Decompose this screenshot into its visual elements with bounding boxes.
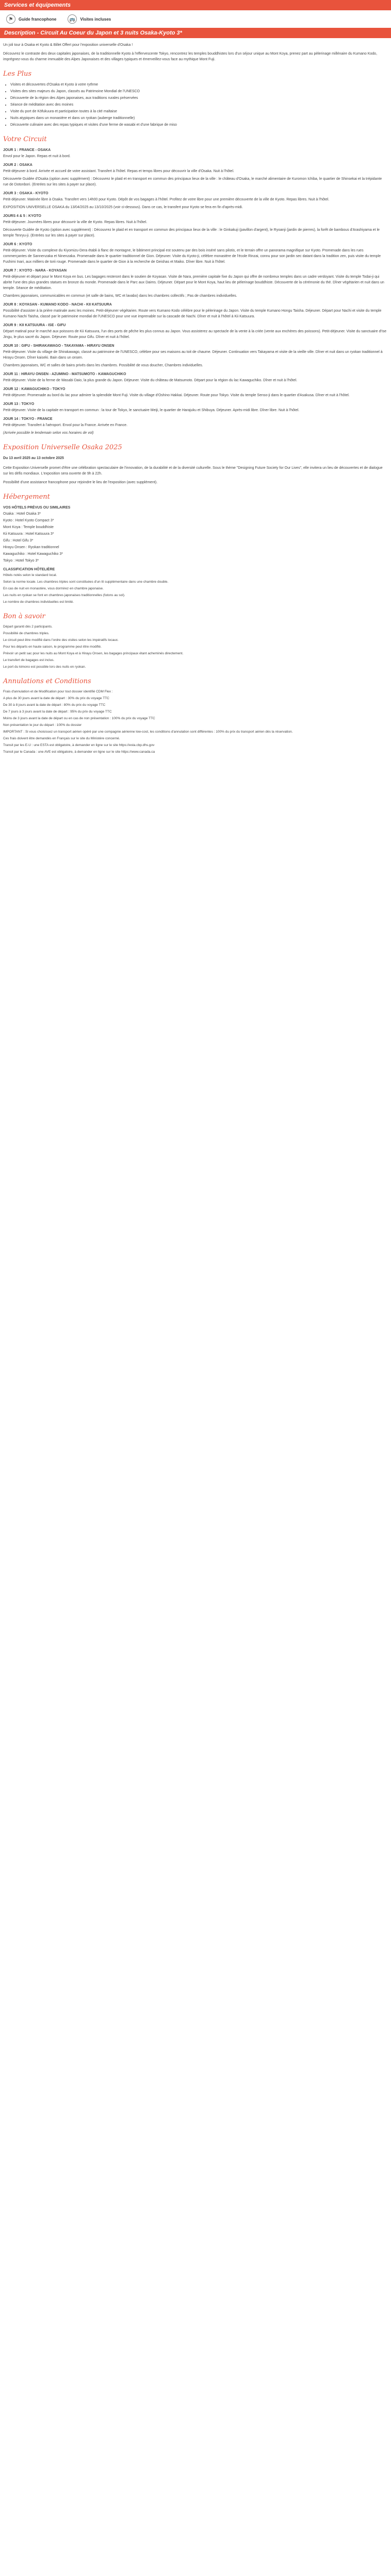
banner-label: Services et équipements <box>4 2 71 8</box>
classif-title: CLASSIFICATION HÔTELIÈRE <box>3 568 55 571</box>
day-title: JOURS 4 & 5 : KYOTO <box>3 214 41 218</box>
note: Hôtels notés selon le standard local. <box>3 573 57 577</box>
day-body: Découverte Guidée de Kyoto (option avec supplément) : Découvrez le plaid et en transport en commun des principaux lieux de la ville : le Ginkakuji (pavillon d'argent), le Ryoanji (jardin de pierres), la forêt de bambous d'Arashiyama et le temple Tenryu-ji. (Entrées sur les sites à payer sur place). <box>3 228 380 238</box>
day-body: Petit-déjeuner. Transfert à l'aéroport. Envol pour la France. Arrivée en France. <box>3 423 128 427</box>
day-body: Chambres japonaises, WC et salles de bains privés dans les chambres. Possibilité de vous doucher, Chambres individuelles. <box>3 364 203 367</box>
plus-list <box>3 82 388 128</box>
day-body: Départ matinal pour le marché aux poissons de Kii Katsuura, l'un des ports de pêche les plus connus au Japon. Vous assisterez au spectacle de la vente à la criée (vente aux enchères des poissons). Petit-déjeuner. Visite du sanctuaire d'Ise Jingu, le plus sacré du Japon. Déjeuner. Route pour Gifu. Dîner et nuit à l'hôtel. <box>3 330 387 339</box>
title-banner <box>0 28 391 38</box>
circuit-days <box>3 147 388 436</box>
note: Prévoir un petit sac pour les nuits au Mont Koya et à Hirayu Onsen, les bagages principaux étant acheminés directement. <box>3 652 184 655</box>
list-item: • Découverte culinaire avec des repas typiques et visites d'une ferme de wasabi et d'une fabrique de miso <box>10 122 388 128</box>
day-body: Petit-déjeuner. Visite du complexe du Kiyomizu-Dera établi à flanc de montagne, le bâtiment principal est soutenu par des bois inséré sans pilotis, et le terrain offre un panorama magnifique sur Kyoto. Promenade dans les rues commerçantes de Sannenzaka et Ninenzaka. Promenade dans le quartier traditionnel de Gion. Déjeuner. Visite du Kyoto-ji, célèbre monastère de l'école Rinzai, connu pour son jardin sec datant dans la tradition zen, puis visite du temple Fushimi Inari, aux milliers de torii rouge. Promenade dans le quartier de Gion à la recherche de Geishas et Maiko. Dîner libre. Nuit à l'hôtel. <box>3 249 381 264</box>
day-body: Petit-déjeuner et départ pour le Mont Koya en bus. Les bagages resteront dans le soutien de Koyasan. Visite de Nara, première capitale fixe du Japon qui offre de nombreux temples dans un cadre verdoyant. Visite du temple Todai-ji qui abrite l'une des plus grandes statues en bronze du monde. Promenade dans le Parc aux Daims. Déjeuner. Départ pour le Mont Koya, haut lieu de pèlerinage bouddhiste. Découverte de la cérémonie du thé. Dîner végétarien et nuit dans un temple. Séance de méditation. <box>3 275 384 290</box>
day-title: JOUR 11 : HIRAYU ONSEN - AZUMINO - MATSUMOTO - KAWAGUCHIKO <box>3 372 126 376</box>
note: A plus de 30 jours avant la date de départ : 30% du prix du voyage TTC <box>3 697 109 700</box>
hotels-subheading: VOS HÔTELS PRÉVUS OU SIMILAIRES <box>3 506 71 510</box>
annul-note: Non présentation le jour du départ : 100% du dossier <box>3 723 82 727</box>
day-title: JOUR 10 : GIFU - SHIRAKAWAGO - TAKAYAMA - HIRAYU ONSEN <box>3 344 115 348</box>
day-title: JOUR 9 : KII KATSUURA - ISE - GIFU <box>3 324 66 327</box>
day-body: EXPOSITION UNIVERSELLE OSAKA du 13/04/2025 au 13/10/2025 (voir ci-dessous). Dans ce cas, le transfert pour Kyoto se fera en fin d'après-midi. <box>3 206 243 209</box>
expo-body: Possibilité d'une assistance francophone pour rejoindre le lieu de l'exposition (avec supplément). <box>3 481 158 484</box>
note: Moins de 3 jours avant la date de départ ou en cas de non présentation : 100% du prix du voyage TTC <box>3 717 155 720</box>
link-text[interactable]: Transit par les E-U : une ESTA est obligatoire, à demander en ligne sur le site https://esta.cbp.dhs.gov <box>3 743 155 747</box>
expo-dates: Du 13 avril 2025 au 13 octobre 2025 <box>3 456 64 460</box>
day-body: Petit-déjeuner. Promenade au bord du lac pour admirer la splendide Mont Fuji. Visite du village d'Oshino Hakkai. Déjeuner. Route pour Tokyo. Visite du temple Senso-ji dans le quartier d'Asakusa. Dîner et nuit à l'hôtel. <box>3 394 350 397</box>
list-item: Kawaguchiko : Hotel Kawaguchiko 3* <box>3 552 63 556</box>
hebergement-heading: Hébergement <box>3 493 50 501</box>
note: Le circuit peut être modifié dans l'ordre des visites selon les impératifs locaux. <box>3 638 119 642</box>
note: En cas de nuit en monastère, vous dormirez en chambre japonaise. <box>3 587 104 590</box>
day-title: JOUR 6 : KYOTO <box>3 243 32 246</box>
annul-extra: Ces frais doivent être demandés en Français sur le site du Ministère concerné. <box>3 737 120 740</box>
service-visits <box>68 14 111 24</box>
list-item: Mont Koya : Temple bouddhiste <box>3 526 54 529</box>
intro-line: Un joli tour à Osaka et Kyoto & Billet Offert pour l'exposition universelle d'Osaka ! <box>3 43 133 47</box>
list-item: • Visite du port de Kōfukuura et participation toutes à la cité maltaise <box>10 109 388 114</box>
bus-icon: 🚌 <box>68 14 77 24</box>
list-item: • Découverte de la région des Alpes japonaises, aux traditions rurales préservées <box>10 95 388 101</box>
list-item: Hirayu Onsen : Ryokan traditionnel <box>3 546 59 549</box>
list-item: • Visites et découvertes d'Osaka et Kyoto à votre rythme <box>10 82 388 88</box>
note: Selon la norme locale. Les chambres triples sont constituées d'un lit supplémentaire dans une chambre double. <box>3 580 169 584</box>
list-item: Gifu : Hotel Gifu 3* <box>3 539 34 543</box>
intro-paragraph: Découvrez le contraste des deux capitales japonaises, de la traditionnelle Kyoto à l'effervescente Tokyo, rencontrez les temples bouddhistes lors d'un séjour unique au Mont Koya, prenez part au pèlerinage millénaire du Kumano Kodo, imprégnez-vous du charme immuable des Alpes Japonaises et des villages typiques et émerveillez-vous face au mythique Mont Fuji. <box>3 52 378 61</box>
section-banner <box>0 0 391 10</box>
expo-heading: Exposition Universelle Osaka 2025 <box>3 444 122 451</box>
note: Le transfert de bagages est inclus. <box>3 658 55 662</box>
day-body: Envol pour le Japon. Repas et nuit à bord. <box>3 155 71 158</box>
list-item: Tokyo : Hotel Tokyo 3* <box>3 559 39 563</box>
note: Possibilité de chambres triples. <box>3 632 50 635</box>
content <box>0 38 391 760</box>
list-item: Osaka : Hotel Osaka 3* <box>3 512 41 516</box>
day-title: JOUR 12 : KAWAGUCHIKO - TOKYO <box>3 387 66 391</box>
circuit-footer: (Arrivée possible le lendemain selon vos horaires de vol) <box>3 431 94 435</box>
expo-body: Cette Exposition Universelle promet d'être une célébration spectaculaire de l'innovation, de la durabilité et de la diversité culturelle. Sous le thème "Designing Future Society for Our Lives", elle invitera un lieu de découvertes et de dialogue sur les défis mondiaux. L'exposition sera ouverte de 9h à 22h. <box>3 466 383 476</box>
link-text[interactable]: Transit par le Canada : une AVE est obligatoire, à demander en ligne sur le site https://www.canada.ca <box>3 750 155 754</box>
day-title: JOUR 7 : KYOTO - NARA - KOYASAN <box>3 269 67 273</box>
list-item: • Nuits atypiques dans un monastère et dans un ryokan (auberge traditionnelle) <box>10 115 388 121</box>
day-title: JOUR 13 : TOKYO <box>3 402 35 406</box>
list-item: • Séance de méditation avec des moines <box>10 102 388 108</box>
day-body: Petit-déjeuner à bord. Arrivée et accueil de votre assistant. Transfert à l'hôtel. Repas et temps libres pour découvrir la ville d'Osaka. Nuit à l'hôtel. <box>3 170 234 173</box>
day-body: Petit-déjeuner. Journées libres pour découvrir la ville de Kyoto. Repas libres. Nuit à l'hôtel. <box>3 221 148 224</box>
page <box>0 0 391 760</box>
service-guide <box>6 14 56 24</box>
hotels-list <box>3 511 388 564</box>
day-title: JOUR 8 : KOYASAN - KUMANO KODO - NACHI - KII KATSUURA <box>3 303 112 307</box>
annul-heading: Annulations et Conditions <box>3 677 91 685</box>
note: Départ garanti dès 2 participants. <box>3 625 53 629</box>
flag-icon: ⚑ <box>6 14 15 24</box>
plus-heading: Les Plus <box>3 70 32 78</box>
note: Les nuits en ryokan se font en chambres japonaises traditionnelles (futons au sol). <box>3 594 125 597</box>
day-title: JOUR 3 : OSAKA - KYOTO <box>3 192 48 195</box>
list-item: Kii Katsuura : Hotel Katsuura 3* <box>3 532 54 536</box>
day-body: Petit-déjeuner. Visite du village de Shirakawago, classé au patrimoine de l'UNESCO, célèbre pour ses maisons au toit de chaume. Déjeuner. Continuation vers Takayama et visite de la vieille ville. Dîner et nuit dans un ryokan traditionnel à Hirayu Onsen. Dîner kaiseki. Bain dans un onsen. <box>3 350 383 360</box>
day-title: JOUR 1 : FRANCE - OSAKA <box>3 148 51 152</box>
day-body: Possibilité d'assister à la prière matinale avec les moines. Petit-déjeuner végétarien. Route vers Kumano Kodo célèbre pour le pèlerinage du Japon. Visite du temple Kumano Hongu Taisha. Déjeuner. Départ pour Nachi et visite du temple Kumano Nachi Taisha, classé par le patrimoine mondial de l'UNESCO pour une vue imprenable sur la cascade de Nachi. Dîner et nuit à l'hôtel à Kii Katsuura. <box>3 309 382 318</box>
service-visits-label: Visites incluses <box>80 16 111 22</box>
bon-heading: Bon à savoir <box>3 613 45 620</box>
note: De 7 jours à 3 jours avant la date de départ : 95% du prix du voyage TTC <box>3 710 112 714</box>
circuit-heading: Votre Circuit <box>3 135 47 143</box>
page-title: Description - Circuit Au Coeur du Japon et 3 nuits Osaka-Kyoto 3* <box>4 30 182 36</box>
day-body: Petit-déjeuner. Matinée libre à Osaka. Transfert vers 14h00 pour Kyoto. Dépôt de vos bagages à l'hôtel. Profitez de votre libre pour une première découverte de la ville de Kyoto. Repas libres. Nuit à l'hôtel. <box>3 198 330 201</box>
note: Le nombre de chambres individuelles est limité. <box>3 600 74 604</box>
list-item: • Visites des sites majeurs du Japon, classés au Patrimoine Mondial de l'UNESCO <box>10 89 388 94</box>
day-title: JOUR 14 : TOKYO - FRANCE <box>3 417 53 421</box>
day-title: JOUR 2 : OSAKA <box>3 163 32 167</box>
note: Le port du kimono est possible lors des nuits en ryokan. <box>3 665 86 669</box>
annul-important: IMPORTANT : Si vous choisissez un transport aérien opéré par une compagnie aérienne low-cost, les conditions d'annulation sont différentes : 100% du prix du transport aérien dès la réservation. <box>3 730 293 734</box>
note: De 30 à 8 jours avant la date de départ : 80% du prix du voyage TTC <box>3 703 106 707</box>
list-item: Kyoto : Hotel Kyoto Compact 3* <box>3 519 54 522</box>
annul-intro: Frais d'annulation et de Modification pour tout dossier identifié CDM Flex : <box>3 690 113 693</box>
services-row <box>0 10 391 28</box>
service-guide-label: Guide francophone <box>19 16 57 22</box>
day-body: Petit-déjeuner. Visite de la capitale en transport en commun : la tour de Tokyo, le sanctuaire Meiji, le quartier de Harajuku et Shibuya. Déjeuner. Après-midi libre. Dîner libre. Nuit à l'hôtel. <box>3 409 300 412</box>
day-body: Chambres japonaises, communicables en commun (et salle de bains, WC et lavabo) dans les chambres collectifs ; Pas de chambres individuelles. <box>3 294 237 298</box>
day-body: Petit-déjeuner. Visite de la ferme de Wasabi Daio, la plus grande du Japon. Déjeuner. Visite du château de Matsumoto. Départ pour la région du lac Kawaguchiko. Dîner et nuit à l'hôtel. <box>3 379 298 382</box>
day-body: Découverte Guidée d'Osaka (option avec supplément) : Découvrez le plaid et en transport en commun des principaux lieux de la ville : le château d'Osaka, le marché alimentaire de Kuromon Ichiba, le quartier de Shinsekai et la trépidante rue de Dotonbori. (Entrées sur les sites à payer sur place). <box>3 177 382 187</box>
note: Pour les départs en haute saison, le programme peut être modifié. <box>3 645 102 649</box>
